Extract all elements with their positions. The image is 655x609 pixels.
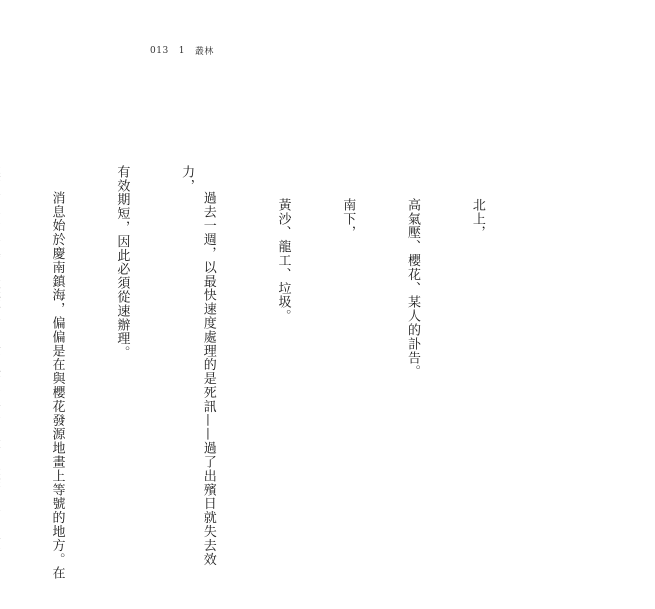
text-line: 黃沙、龍工、垃圾。 bbox=[275, 197, 291, 323]
chapter-number: 1 bbox=[178, 45, 185, 56]
running-header bbox=[150, 44, 214, 57]
text-line: 南下， bbox=[340, 197, 356, 240]
text-line: 過去一週，以最快速度處理的是死訊——過了出殯日就失去效力， bbox=[179, 165, 216, 567]
body-text-vertical bbox=[0, 165, 531, 585]
text-line: 高氣壓、櫻花、某人的訃告。 bbox=[405, 197, 421, 379]
text-line: 消息始於慶南鎮海，偏偏是在與櫻花發源地畫上等號的地方。在 bbox=[49, 191, 65, 581]
page-number: 013 bbox=[150, 45, 169, 56]
chapter-title: 叢林 bbox=[194, 47, 214, 57]
text-line: 有效期短，因此必須從速辦理。 bbox=[114, 165, 130, 360]
text-line: 北上， bbox=[469, 197, 485, 240]
text-line bbox=[0, 165, 3, 585]
